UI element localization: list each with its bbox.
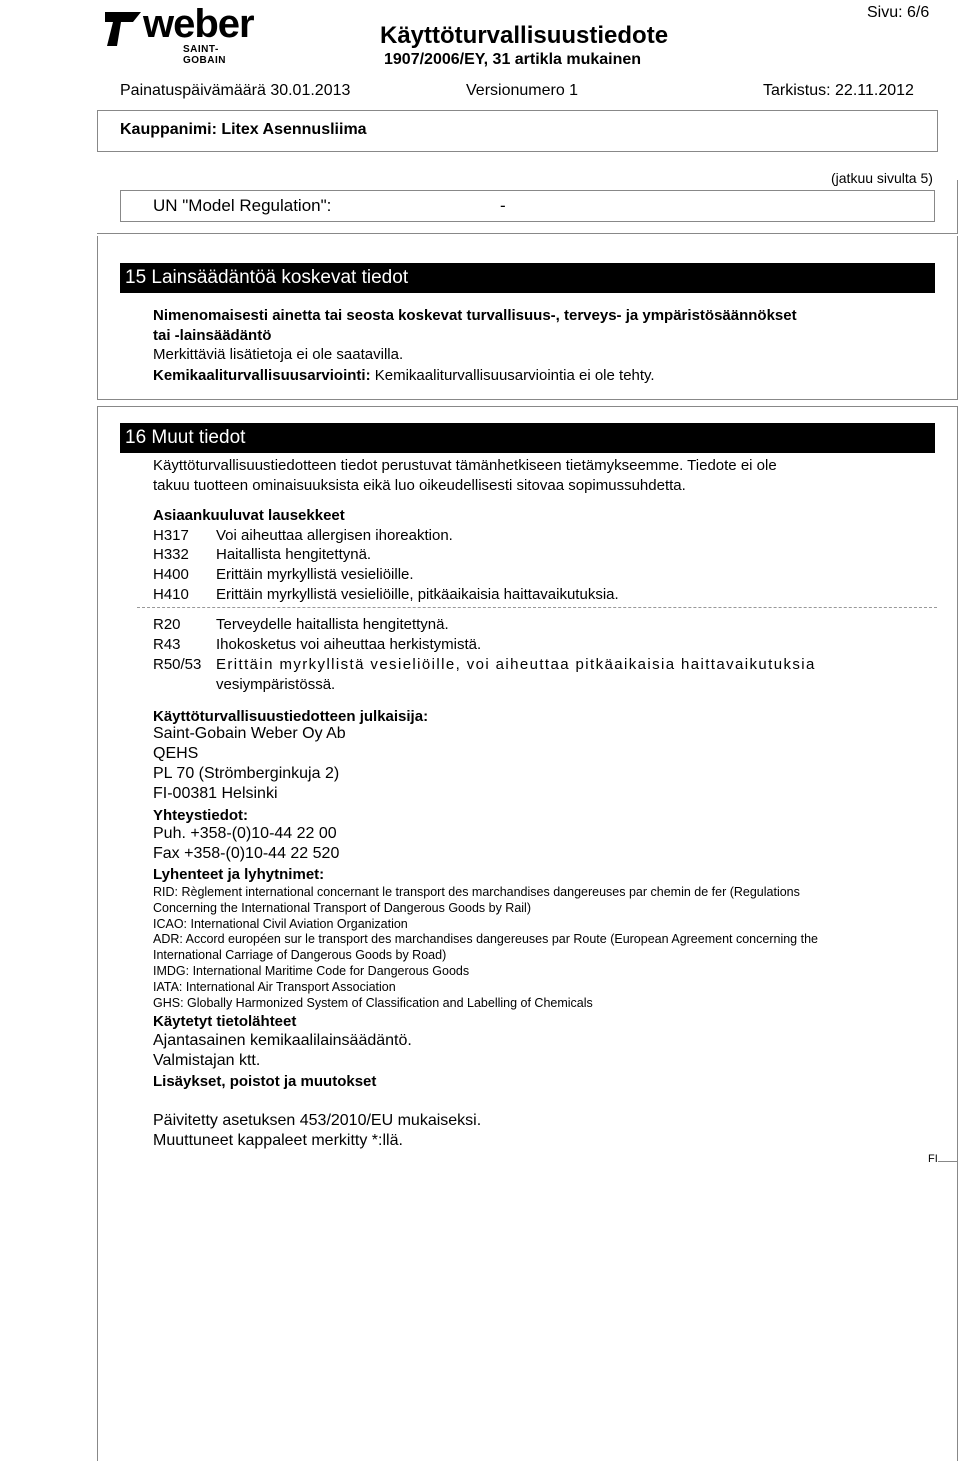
- un-regulation-label: UN "Model Regulation":: [153, 196, 332, 215]
- r-phrase-code: R20: [153, 616, 181, 633]
- page-number: Sivu: 6/6: [867, 4, 930, 21]
- changes-line: Päivitetty asetuksen 453/2010/EU mukaiseksi.: [153, 1112, 482, 1129]
- abbreviation-line: ICAO: International Civil Aviation Organization: [153, 917, 408, 931]
- logo-wordmark: weber: [143, 2, 254, 46]
- dashed-divider: [137, 607, 937, 608]
- publisher-line: QEHS: [153, 745, 199, 762]
- h-statement-code: H317: [153, 527, 189, 544]
- abbreviation-line: ADR: Accord européen sur le transport des marchandises dangereuses par Route (European Agreement concerning the: [153, 932, 818, 946]
- h-statement-text: Haitallista hengitettynä.: [216, 546, 372, 563]
- publisher-heading: Käyttöturvallisuustiedotteen julkaisija:: [153, 708, 429, 725]
- section-15-csa: [153, 366, 655, 386]
- r-phrase-code: R50/53: [153, 656, 202, 673]
- r-phrase-text: Terveydelle haitallista hengitettynä.: [216, 616, 449, 633]
- section-16-intro-1: Käyttöturvallisuustiedotteen tiedot perustuvat tämänhetkiseen tietämykseemme. Tiedote ei ole: [153, 457, 777, 474]
- changes-line: Muuttuneet kappaleet merkitty *:llä.: [153, 1132, 403, 1149]
- source-line: Valmistajan ktt.: [153, 1052, 261, 1069]
- section-15-regulation-heading-cont: tai -lainsäädäntö: [153, 327, 272, 344]
- document-subtitle: 1907/2006/EY, 31 artikla mukainen: [384, 51, 642, 68]
- csa-text: Kemikaaliturvallisuusarviointia ei ole tehty.: [374, 367, 655, 384]
- section-15-info: Merkittäviä lisätietoja ei ole saatavilla.: [153, 346, 404, 363]
- abbreviations-heading: Lyhenteet ja lyhytnimet:: [153, 866, 325, 883]
- logo-subtext: SAINT-GOBAIN: [183, 44, 226, 66]
- source-line: Ajantasainen kemikaalilainsäädäntö.: [153, 1032, 412, 1049]
- abbreviation-line: RID: Règlement international concernant le transport des marchandises dangereuses par chemin de fer (Regulations: [153, 885, 800, 899]
- contact-line: Fax +358-(0)10-44 22 520: [153, 845, 340, 862]
- publisher-line: PL 70 (Strömberginkuja 2): [153, 765, 340, 782]
- r-phrase-code: R43: [153, 636, 181, 653]
- section-16-title: 16 Muut tiedot: [120, 423, 935, 453]
- abbreviation-line: GHS: Globally Harmonized System of Classification and Labelling of Chemicals: [153, 996, 593, 1010]
- weber-logo: [103, 2, 254, 66]
- version-number: Versionumero 1: [466, 82, 579, 99]
- trade-name: Kauppanimi: Litex Asennusliima: [120, 121, 367, 138]
- revision-date: Tarkistus: 22.11.2012: [763, 82, 914, 99]
- abbreviation-line: IMDG: International Maritime Code for Dangerous Goods: [153, 964, 470, 978]
- publisher-line: FI-00381 Helsinki: [153, 785, 278, 802]
- h-statement-text: Voi aiheuttaa allergisen ihoreaktion.: [216, 527, 453, 544]
- r-phrase-text: Erittäin myrkyllistä vesieliöille, voi aiheuttaa pitkäaikaisia haittavaikutuksia: [216, 656, 816, 673]
- abbreviation-line: International Carriage of Dangerous Goods by Road): [153, 948, 447, 962]
- continued-note: (jatkuu sivulta 5): [831, 170, 933, 186]
- publisher-line: Saint-Gobain Weber Oy Ab: [153, 725, 346, 742]
- sources-heading: Käytetyt tietolähteet: [153, 1013, 297, 1030]
- abbreviation-line: IATA: International Air Transport Association: [153, 980, 396, 994]
- h-statement-code: H400: [153, 566, 189, 583]
- h-statement-code: H410: [153, 586, 189, 603]
- contact-heading: Yhteystiedot:: [153, 807, 249, 824]
- logo-mark-icon: [103, 8, 143, 48]
- h-statement-text: Erittäin myrkyllistä vesieliöille.: [216, 566, 414, 583]
- h-statement-code: H332: [153, 546, 189, 563]
- abbreviation-line: Concerning the International Transport of Dangerous Goods by Rail): [153, 901, 531, 915]
- footer-rule: [938, 1161, 958, 1162]
- h-statements-heading: Asiaankuuluvat lausekkeet: [153, 507, 345, 524]
- contact-line: Puh. +358-(0)10-44 22 00: [153, 825, 337, 842]
- un-regulation-value: -: [500, 196, 506, 215]
- print-date: Painatuspäivämäärä 30.01.2013: [120, 82, 351, 99]
- csa-label: Kemikaaliturvallisuusarviointi:: [153, 367, 371, 384]
- r-phrase-text: Ihokosketus voi aiheuttaa herkistymistä.: [216, 636, 482, 653]
- h-statement-text: Erittäin myrkyllistä vesieliöille, pitkäaikaisia haittavaikutuksia.: [216, 586, 619, 603]
- document-title: Käyttöturvallisuustiedote: [380, 22, 669, 49]
- changes-heading: Lisäykset, poistot ja muutokset: [153, 1073, 377, 1090]
- section-15-title: 15 Lainsäädäntöä koskevat tiedot: [120, 263, 935, 293]
- r-phrase-text-cont: vesiympäristössä.: [216, 676, 336, 693]
- language-code: FI: [928, 1153, 938, 1165]
- section-15-regulation-heading: Nimenomaisesti ainetta tai seosta koskevat turvallisuus-, terveys- ja ympäristösäännökset: [153, 307, 797, 324]
- section-16-intro-2: takuu tuotteen ominaisuuksista eikä luo oikeudellisesti sitovaa sopimussuhdetta.: [153, 477, 686, 494]
